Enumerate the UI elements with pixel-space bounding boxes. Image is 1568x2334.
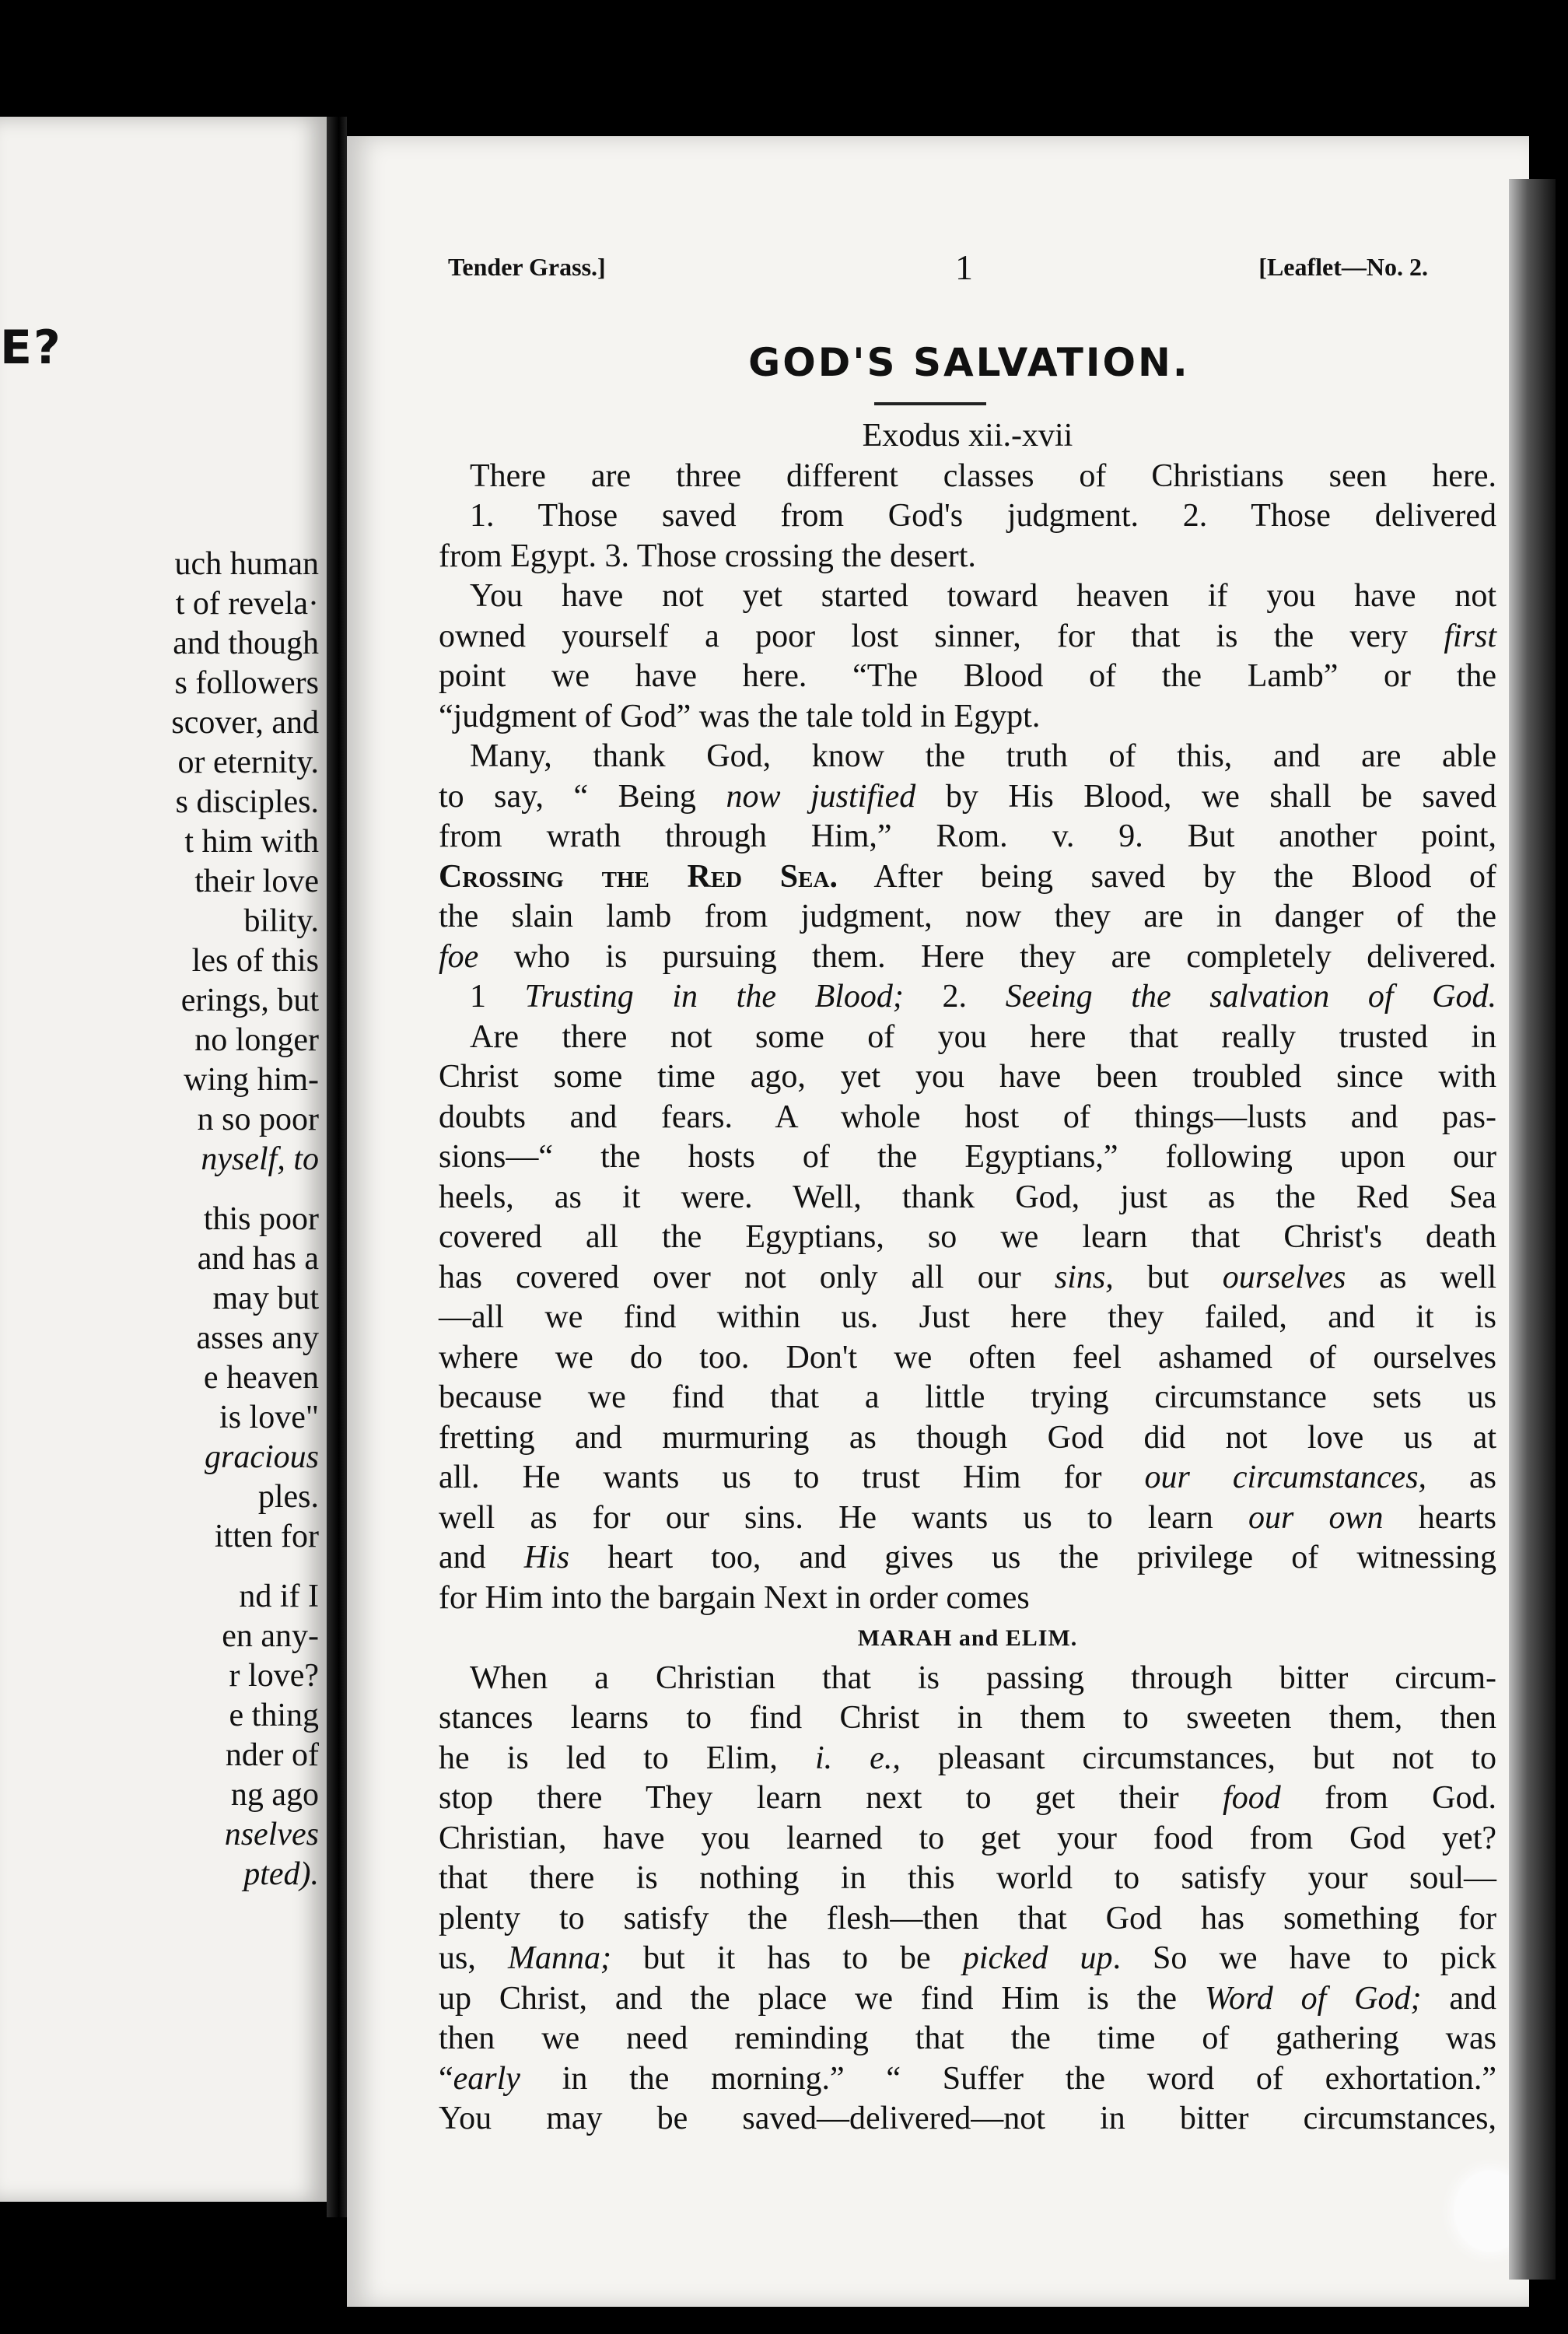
text-line: and His heart too, and gives us the privilege of witnessing (439, 1540, 1497, 1575)
left-page-line: their love (194, 864, 319, 899)
text-line: the slain lamb from judgment, now they are in danger of the (439, 899, 1496, 934)
text-line: Christian, have you learned to get your food from God yet? (439, 1820, 1496, 1856)
section-heading: MARAH and ELIM. (857, 1625, 1078, 1651)
text-line: heels, as it were. Well, thank God, just as the Red Sea (439, 1179, 1496, 1215)
text-line: he is led to Elim, i. e., pleasant circumstances, but not to (439, 1740, 1497, 1776)
left-page-line: itten for (214, 1519, 319, 1554)
text-line: doubts and fears. A whole host of things—lusts and pas- (439, 1099, 1496, 1135)
text-line: “early in the morning.” “ Suffer the word of exhortation.” (439, 2060, 1496, 2097)
paragraph-gap (0, 1557, 319, 1577)
left-page-line: e thing (229, 1698, 319, 1733)
left-page-line: bility. (243, 903, 319, 939)
page-title: GOD'S SALVATION. (748, 340, 1190, 385)
leaflet-page (347, 136, 1529, 2307)
text-line: for Him into the bargain Next in order comes (439, 1579, 1030, 1616)
left-page-line: pted). (243, 1856, 319, 1892)
left-facing-page (0, 117, 327, 2202)
text-line: then we need reminding that the time of gathering was (439, 2020, 1496, 2056)
left-page-line: no longer (194, 1022, 319, 1058)
leaflet-number: [Leaflet—No. 2. (1258, 253, 1428, 281)
text-line: Crossing the Red Sea. After being saved by the Blood of (439, 858, 1496, 895)
text-line: plenty to satisfy the flesh—then that God has something for (439, 1900, 1496, 1936)
text-line: sions—“ the hosts of the Egyptians,” following upon our (439, 1139, 1496, 1175)
left-page-line: and has a (197, 1241, 319, 1277)
left-page-line: les of this (191, 943, 319, 979)
book-gutter (327, 117, 347, 2217)
text-line: where we do too. Don't we often feel ashamed of ourselves (439, 1339, 1496, 1376)
text-line: You may be saved—delivered—not in bitter circumstances, (439, 2101, 1496, 2136)
left-page-line: ples. (257, 1479, 319, 1515)
text-line: There are three different classes of Christians seen here. (470, 457, 1496, 494)
scripture-reference: Exodus xii.-xvii (862, 418, 1073, 454)
text-line: well as for our sins. He wants us to learn our own hearts (439, 1499, 1497, 1536)
text-line: to say, “ Being now justified by His Blood, we shall be saved (439, 778, 1496, 815)
left-page-line: scover, and (171, 705, 319, 741)
text-line: stop there They learn next to get their food from God. (439, 1780, 1497, 1816)
left-page-line: s followers (174, 665, 319, 701)
left-page-line: nyself, to (201, 1141, 319, 1177)
left-page-text (0, 545, 319, 1894)
text-line: —all we find within us. Just here they failed, and it is (439, 1299, 1496, 1335)
text-line: You have not yet started toward heaven if you have not (470, 578, 1496, 614)
left-page-line: gracious (205, 1439, 319, 1475)
left-page-line: uch human (174, 546, 319, 582)
left-page-line: t of revela· (175, 586, 319, 622)
text-line: owned yourself a poor lost sinner, for that is the very first (439, 618, 1497, 654)
text-line: foe who is pursuing them. Here they are completely delivered. (439, 938, 1497, 975)
series-title: Tender Grass.] (448, 253, 606, 281)
text-line: all. He wants us to trust Him for our circumstances, as (439, 1460, 1497, 1495)
left-page-line: r love? (229, 1658, 319, 1694)
left-page-line: t him with (184, 824, 319, 860)
text-line: from Egypt. 3. Those crossing the desert. (439, 538, 976, 574)
left-page-line: this poor (203, 1201, 319, 1237)
text-line: because we find that a little trying circumstance sets us (439, 1379, 1496, 1415)
article-body (439, 416, 1496, 2140)
running-header (448, 247, 1428, 300)
left-page-line: ng ago (230, 1777, 319, 1813)
text-line: Many, thank God, know the truth of this, and are able (470, 738, 1496, 774)
text-line: fretting and murmuring as though God did not love us at (439, 1419, 1496, 1456)
page-number: 1 (955, 247, 973, 287)
left-page-line: nselves (224, 1817, 319, 1852)
text-line: from wrath through Him,” Rom. v. 9. But another point, (439, 818, 1496, 854)
page-edge-shadow (1509, 179, 1556, 2280)
text-line: that there is nothing in this world to satisfy your soul— (439, 1860, 1496, 1896)
text-line: 1 Trusting in the Blood; 2. Seeing the salvation of God. (470, 979, 1497, 1015)
left-page-line: may but (212, 1281, 319, 1316)
left-page-line: nd if I (239, 1579, 319, 1614)
text-line: When a Christian that is passing through bitter circum- (470, 1659, 1496, 1696)
text-line: us, Manna; but it has to be picked up. So we have to pick (439, 1940, 1497, 1976)
text-line: has covered over not only all our sins, but ourselves as well (439, 1259, 1496, 1295)
left-page-line: and though (173, 626, 319, 661)
text-line: Are there not some of you here that really trusted in (470, 1018, 1496, 1055)
paragraph-gap (0, 1179, 319, 1200)
left-page-line: nder of (225, 1737, 319, 1773)
left-page-line: e heaven (203, 1360, 319, 1396)
left-page-heading-fragment: E? (0, 321, 62, 375)
text-line: stances learns to find Christ in them to sweeten them, then (439, 1700, 1496, 1736)
text-line: up Christ, and the place we find Him is the Word of God; and (439, 1980, 1496, 2017)
text-line: point we have here. “The Blood of the Lamb” or the (439, 658, 1496, 694)
left-page-line: or eternity. (177, 745, 319, 780)
left-page-line: wing him- (184, 1062, 319, 1098)
left-page-line: s disciples. (175, 784, 319, 820)
left-page-line: en any- (222, 1618, 319, 1654)
text-line: covered all the Egyptians, so we learn that Christ's death (439, 1219, 1496, 1255)
text-line: “judgment of God” was the tale told in Egypt. (439, 698, 1041, 734)
text-line: 1. Those saved from God's judgment. 2. Those delivered (470, 498, 1496, 534)
text-line: Christ some time ago, yet you have been troubled since with (439, 1059, 1496, 1095)
title-rule (874, 402, 986, 405)
left-page-line: n so poor (197, 1102, 319, 1137)
left-page-line: erings, but (180, 983, 319, 1018)
left-page-line: is love" (219, 1400, 319, 1435)
left-page-line: asses any (196, 1320, 319, 1356)
